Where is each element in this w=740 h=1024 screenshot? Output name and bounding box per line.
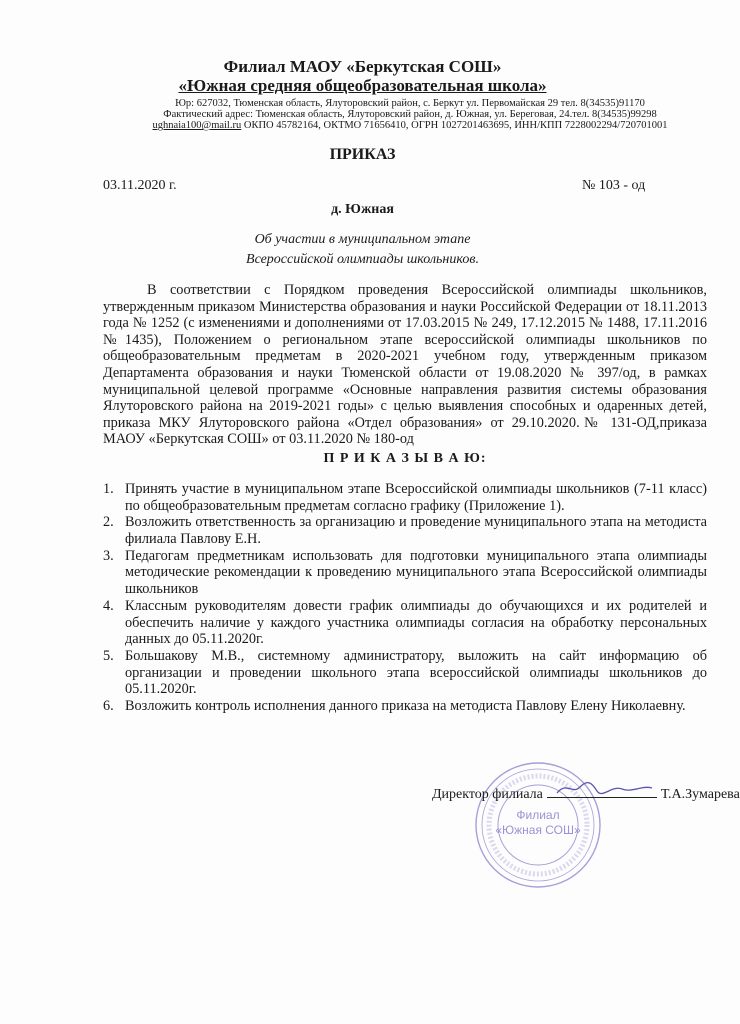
- actual-address: Фактический адрес: Тюменская область, Ялуторовский район, д. Южная, ул. Береговая, 24.тел. 8(34535)99298: [163, 109, 657, 120]
- document-date: 03.11.2020 г.: [103, 178, 177, 193]
- email-link[interactable]: ughnaia100@mail.ru: [152, 120, 242, 131]
- document-subject: [0, 230, 725, 270]
- item-text: Большакову М.В., системному администратору, выложить на сайт информацию об организации и проведении школьного этапа всероссийской олимпиады школьников до 05.11.2020г.: [125, 647, 707, 698]
- stamp-line-2: «Южная СОШ»: [495, 822, 581, 837]
- document-title: ПРИКАЗ: [329, 146, 396, 163]
- org-codes: ОКПО 45782164, ОКТМО 71656410, ОГРН 1027201463695, ИНН/КПП 7228002294/720701001: [243, 120, 668, 131]
- org-name: Филиал МАОУ «Беркутская СОШ»: [223, 57, 502, 76]
- item-text: Возложить контроль исполнения данного приказа на методиста Павлову Елену Николаевну.: [125, 698, 686, 715]
- item-number: 6.: [103, 698, 114, 715]
- address-block: [100, 98, 720, 131]
- stamp-text: [473, 808, 603, 838]
- codes-line: [100, 120, 720, 131]
- item-text: Педагогам предметникам использовать для подготовки муниципального этапа олимпиады методические рекомендации к проведению муниципального этапа Всероссийской олимпиады школьников: [125, 547, 707, 598]
- order-heading: П Р И К А З Ы В А Ю:: [323, 450, 487, 466]
- item-number: 3.: [103, 547, 114, 564]
- subject-line-2: Всероссийской олимпиады школьников.: [246, 252, 479, 267]
- item-text: Принять участие в муниципальном этапе Всероссийской олимпиады школьников (7-11 класс) по общеобразовательным предметам согласно графику (Приложение 1).: [125, 480, 707, 514]
- order-item: [103, 481, 707, 514]
- signature: [547, 785, 657, 798]
- school-name: «Южная средняя общеобразовательная школа»: [178, 76, 547, 95]
- item-number: 4.: [103, 597, 114, 614]
- document-number: № 103 - од: [582, 178, 646, 193]
- order-item: [103, 548, 707, 598]
- item-number: 2.: [103, 514, 114, 531]
- order-items: [103, 481, 707, 715]
- order-item: [103, 514, 707, 547]
- signature-scribble-icon: [552, 779, 662, 797]
- preamble: В соответствии с Порядком проведения Всероссийской олимпиады школьников, утвержденным приказом Министерства образования и науки Российской Федерации от 18.11.2013 года № 1252 (с изменениями и дополнениями от 17.03.2015 № 249, 17.12.2015 № 1488, 17.11.2016 №1435), Положением о региональном этапе всероссийской олимпиады школьников по общеобразовательным предметам в 2020-2021 учебном году, утвержденным приказом Департамента образования и науки Тюменской области от 19.08.2020 № 397/од, в рамках муниципальной целевой программе «Основные направления развития системы образования Ялуторовского района на 2019-2021 годы» с целью выявления способных и одаренных детей, приказа МКУ Ялуторовского района «Отдел образования» от 29.10.2020.№ 131-ОД,приказа МАОУ «Беркутская СОШ» от 03.11.2020 № 180-од: [103, 282, 707, 448]
- item-text: Классным руководителям довести график олимпиады до обучающихся и их родителей и обеспечить наличие у каждого участника олимпиады согласия на обработку персональных данных до 05.11.2020г.: [125, 597, 707, 648]
- order-item: [103, 698, 707, 715]
- signer-name: Т.А.Зумарева: [660, 786, 740, 802]
- legal-address: Юр: 627032, Тюменская область, Ялуторовский район, с. Беркут ул. Первомайская 29 тел. 8(34535)91170: [175, 98, 645, 109]
- subject-line-1: Об участии в муниципальном этапе: [254, 232, 471, 247]
- signature-block: [432, 785, 740, 837]
- order-item: [103, 598, 707, 648]
- document-place: д. Южная: [331, 202, 394, 217]
- document-body: [103, 282, 740, 837]
- stamp-line-1: Филиал: [516, 807, 560, 822]
- item-text: Возложить ответственность за организацию и проведение муниципального этапа на методиста филиала Павлову Е.Н.: [125, 514, 707, 548]
- signer-title: Директор филиала: [432, 786, 543, 802]
- item-number: 1.: [103, 480, 114, 497]
- item-number: 5.: [103, 647, 114, 664]
- order-item: [103, 648, 707, 698]
